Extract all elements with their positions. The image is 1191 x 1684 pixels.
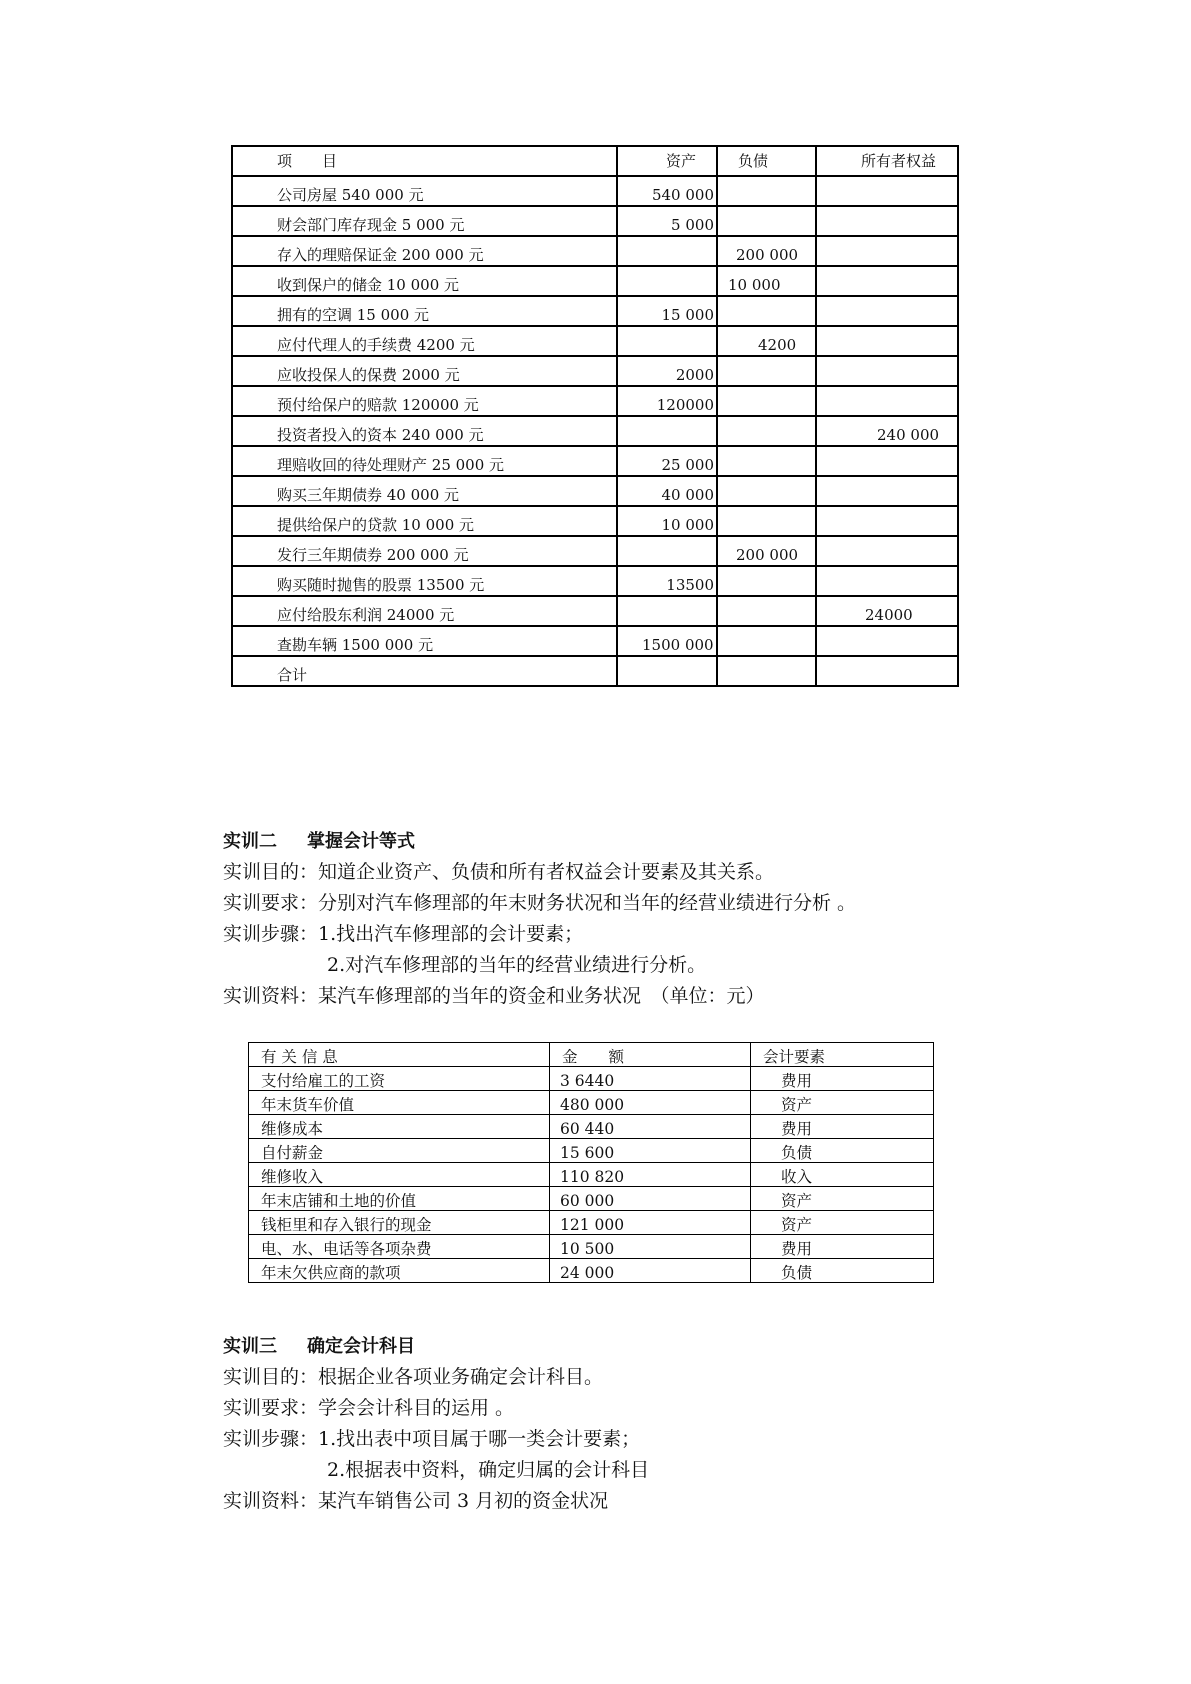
table-row xyxy=(249,1139,934,1163)
steps-line-2: 2.对汽车修理部的当年的经营业绩进行分析。 xyxy=(327,954,707,976)
table-row xyxy=(232,506,958,536)
cell-info: 年末店铺和土地的价值 xyxy=(249,1187,550,1211)
cell-item: 应收投保人的保费 2000 元 xyxy=(232,356,617,386)
cell-liability xyxy=(717,296,816,326)
cell-liability: 10 000 xyxy=(717,266,816,296)
cell-liability xyxy=(717,566,816,596)
cell-asset: 5 000 xyxy=(617,206,717,236)
cell-equity xyxy=(816,236,958,266)
cell-equity xyxy=(816,536,958,566)
cell-equity xyxy=(816,626,958,656)
cell-asset xyxy=(617,326,717,356)
cell-amount: 121 000 xyxy=(550,1211,751,1235)
cell-equity xyxy=(816,326,958,356)
cell-asset xyxy=(617,596,717,626)
material-line: 实训资料：某汽车销售公司 3 月初的资金状况 xyxy=(223,1490,609,1512)
cell-info: 维修成本 xyxy=(249,1115,550,1139)
cell-element: 负债 xyxy=(751,1139,934,1163)
cell-liability xyxy=(717,416,816,446)
cell-item: 存入的理赔保证金 200 000 元 xyxy=(232,236,617,266)
table-header-row xyxy=(249,1043,934,1067)
cell-asset: 13500 xyxy=(617,566,717,596)
table-row xyxy=(249,1187,934,1211)
material-line: 实训资料：某汽车修理部的当年的资金和业务状况 （单位：元） xyxy=(223,985,765,1007)
cell-asset: 540 000 xyxy=(617,176,717,206)
cell-item: 公司房屋 540 000 元 xyxy=(232,176,617,206)
table-row xyxy=(232,236,958,266)
cell-amount: 480 000 xyxy=(550,1091,751,1115)
table-row xyxy=(249,1115,934,1139)
header-amount: 金 额 xyxy=(550,1043,751,1067)
cell-element: 收入 xyxy=(751,1163,934,1187)
cell-info: 维修收入 xyxy=(249,1163,550,1187)
cell-element: 资产 xyxy=(751,1091,934,1115)
table-row xyxy=(232,356,958,386)
cell-asset: 120000 xyxy=(617,386,717,416)
cell-item: 购买随时抛售的股票 13500 元 xyxy=(232,566,617,596)
cell-asset: 40 000 xyxy=(617,476,717,506)
cell-equity xyxy=(816,296,958,326)
assets-liabilities-table xyxy=(231,145,959,687)
cell-asset: 10 000 xyxy=(617,506,717,536)
cell-liability xyxy=(717,656,816,686)
cell-info: 年末货车价值 xyxy=(249,1091,550,1115)
cell-item: 预付给保户的赔款 120000 元 xyxy=(232,386,617,416)
cell-item: 购买三年期债券 40 000 元 xyxy=(232,476,617,506)
cell-item: 应付代理人的手续费 4200 元 xyxy=(232,326,617,356)
table-row xyxy=(232,536,958,566)
table-row xyxy=(232,266,958,296)
cell-liability xyxy=(717,446,816,476)
cell-element: 费用 xyxy=(751,1115,934,1139)
cell-amount: 15 600 xyxy=(550,1139,751,1163)
cell-liability: 4200 xyxy=(717,326,816,356)
cell-asset xyxy=(617,236,717,266)
cell-amount: 24 000 xyxy=(550,1259,751,1283)
cell-info: 电、水、电话等各项杂费 xyxy=(249,1235,550,1259)
cell-amount: 60 440 xyxy=(550,1115,751,1139)
cell-asset: 15 000 xyxy=(617,296,717,326)
header-equity: 所有者权益 xyxy=(816,146,958,176)
cell-liability xyxy=(717,176,816,206)
cell-liability xyxy=(717,356,816,386)
cell-info: 自付薪金 xyxy=(249,1139,550,1163)
section-training-3 xyxy=(223,1331,649,1517)
cell-liability: 200 000 xyxy=(717,536,816,566)
header-element: 会计要素 xyxy=(751,1043,934,1067)
cell-asset: 1500 000 xyxy=(617,626,717,656)
cell-asset xyxy=(617,416,717,446)
cell-equity xyxy=(816,176,958,206)
table-row xyxy=(232,206,958,236)
section-title: 实训二 掌握会计等式 xyxy=(223,831,415,852)
cell-item: 合计 xyxy=(232,656,617,686)
cell-equity xyxy=(816,506,958,536)
cell-amount: 110 820 xyxy=(550,1163,751,1187)
table-row xyxy=(249,1163,934,1187)
cell-element: 费用 xyxy=(751,1067,934,1091)
cell-liability xyxy=(717,506,816,536)
cell-liability xyxy=(717,206,816,236)
cell-equity: 240 000 xyxy=(816,416,958,446)
table-row xyxy=(232,596,958,626)
cell-liability xyxy=(717,596,816,626)
cell-equity xyxy=(816,446,958,476)
cell-asset xyxy=(617,536,717,566)
steps-line-2: 2.根据表中资料，确定归属的会计科目 xyxy=(327,1459,650,1481)
cell-item: 发行三年期债券 200 000 元 xyxy=(232,536,617,566)
table-row xyxy=(232,386,958,416)
header-info: 有 关 信 息 xyxy=(249,1043,550,1067)
cell-amount: 60 000 xyxy=(550,1187,751,1211)
section-training-2 xyxy=(223,826,856,1012)
cell-equity xyxy=(816,566,958,596)
table-row xyxy=(232,176,958,206)
cell-liability xyxy=(717,386,816,416)
cell-asset: 25 000 xyxy=(617,446,717,476)
header-liability: 负债 xyxy=(717,146,816,176)
cell-info: 年末欠供应商的款项 xyxy=(249,1259,550,1283)
table-row xyxy=(232,476,958,506)
table-row xyxy=(232,296,958,326)
cell-item: 查勘车辆 1500 000 元 xyxy=(232,626,617,656)
cell-element: 负债 xyxy=(751,1259,934,1283)
steps-line-1: 实训步骤：1.找出表中项目属于哪一类会计要素； xyxy=(223,1428,641,1450)
cell-equity xyxy=(816,386,958,416)
cell-item: 理赔收回的待处理财产 25 000 元 xyxy=(232,446,617,476)
cell-equity xyxy=(816,656,958,686)
repair-shop-info-table xyxy=(248,1042,934,1283)
table-row xyxy=(249,1259,934,1283)
cell-asset xyxy=(617,266,717,296)
cell-equity xyxy=(816,356,958,386)
cell-liability xyxy=(717,476,816,506)
table-row xyxy=(232,626,958,656)
cell-amount: 10 500 xyxy=(550,1235,751,1259)
table-row xyxy=(249,1091,934,1115)
purpose-line: 实训目的：根据企业各项业务确定会计科目。 xyxy=(223,1366,604,1388)
cell-equity xyxy=(816,476,958,506)
table-row xyxy=(232,656,958,686)
table-row xyxy=(249,1067,934,1091)
cell-asset xyxy=(617,656,717,686)
table-row xyxy=(232,326,958,356)
cell-info: 钱柜里和存入银行的现金 xyxy=(249,1211,550,1235)
steps-line-1: 实训步骤：1.找出汽车修理部的会计要素； xyxy=(223,923,584,945)
cell-liability: 200 000 xyxy=(717,236,816,266)
cell-amount: 3 6440 xyxy=(550,1067,751,1091)
section-title: 实训三 确定会计科目 xyxy=(223,1336,415,1357)
cell-item: 财会部门库存现金 5 000 元 xyxy=(232,206,617,236)
header-asset: 资产 xyxy=(617,146,717,176)
table-header-row xyxy=(232,146,958,176)
cell-item: 拥有的空调 15 000 元 xyxy=(232,296,617,326)
requirement-line: 实训要求：学会会计科目的运用 。 xyxy=(223,1397,515,1419)
table-row xyxy=(232,566,958,596)
cell-asset: 2000 xyxy=(617,356,717,386)
header-item: 项 目 xyxy=(232,146,617,176)
cell-item: 应付给股东利润 24000 元 xyxy=(232,596,617,626)
cell-element: 资产 xyxy=(751,1187,934,1211)
table-row xyxy=(249,1211,934,1235)
cell-equity xyxy=(816,206,958,236)
requirement-line: 实训要求：分别对汽车修理部的年末财务状况和当年的经营业绩进行分析 。 xyxy=(223,892,857,914)
table-row xyxy=(232,416,958,446)
cell-liability xyxy=(717,626,816,656)
cell-item: 投资者投入的资本 240 000 元 xyxy=(232,416,617,446)
cell-element: 资产 xyxy=(751,1211,934,1235)
cell-element: 费用 xyxy=(751,1235,934,1259)
cell-equity: 24000 xyxy=(816,596,958,626)
cell-info: 支付给雇工的工资 xyxy=(249,1067,550,1091)
cell-item: 收到保户的储金 10 000 元 xyxy=(232,266,617,296)
table-row xyxy=(232,446,958,476)
table-row xyxy=(249,1235,934,1259)
purpose-line: 实训目的：知道企业资产、负债和所有者权益会计要素及其关系。 xyxy=(223,861,775,883)
cell-item: 提供给保户的贷款 10 000 元 xyxy=(232,506,617,536)
cell-equity xyxy=(816,266,958,296)
